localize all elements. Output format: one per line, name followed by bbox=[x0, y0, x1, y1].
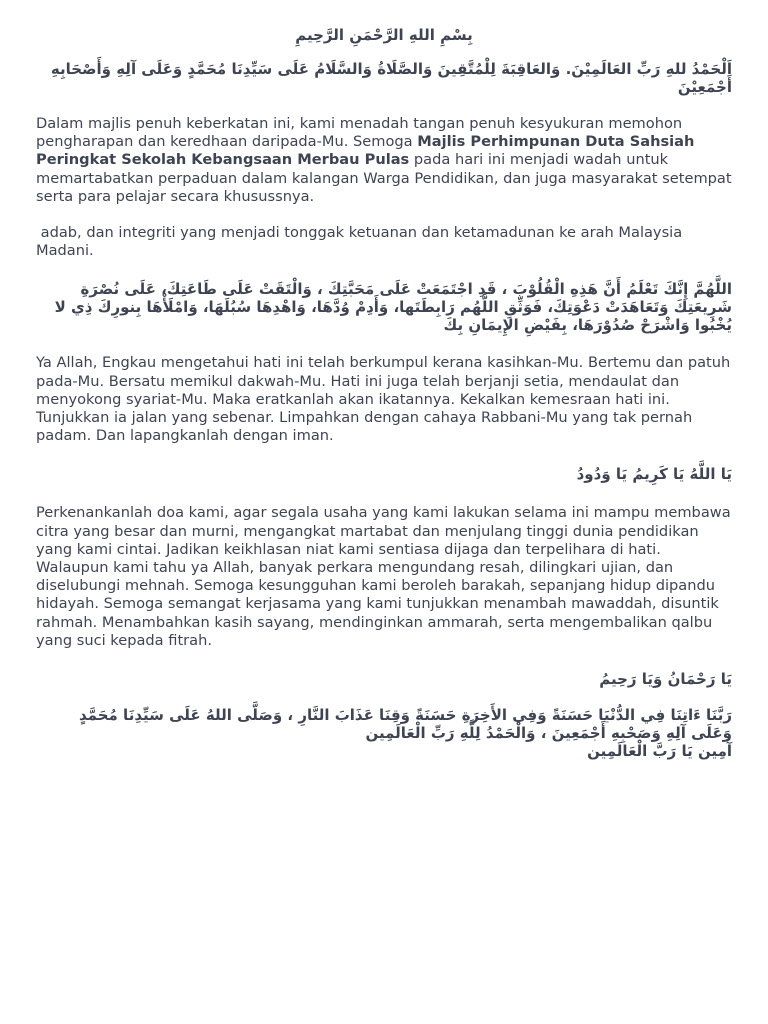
closing-amin-arabic: آمِين يَا رَبَّ الْعَالَمِين bbox=[587, 742, 732, 761]
closing-doa-arabic: رَبَّنَا ءَاتِنَا فِي الدُّنْيَا حَسَنَةً وَفِي الأَخِرَةِ حَسَنَةً وَقِنَا عَذَابَ النَّارِ ، وَصَلَّى اللهُ عَلَى سَيِّدِنَا مُحَمَّدٍ وَعَلَى آلِهِ وَصَحْبِهِ أَجْمَعِينَ ، وَالْحَمْدُ لِلَّهِ رَبِّ الْعَالَمِين bbox=[79, 706, 732, 743]
document-body bbox=[36, 26, 732, 760]
opening-praise-arabic: اَلْحَمْدُ للهِ رَبِّ العَالَمِيْنَ. وَالعَاقِبَةَ لِلْمُتَّقِينَ وَالصَّلَاةُ وَالسَّلَامُ عَلَى سَيِّدِنَا مُحَمَّدٍ وَعَلَى آلِهِ وَأَصْحَابِهِ أَجْمَعِيْنَ bbox=[50, 60, 732, 96]
call-karim-arabic: يَا اللَّهُ يَا كَرِيمُ يَا وَدُودُ bbox=[576, 465, 732, 484]
intro-paragraph bbox=[36, 115, 732, 206]
doa-unity-arabic: اللَّهُمَّ إِنَّكَ تَعْلَمُ أَنَّ هَذِهِ الْقُلُوْبَ ، قَدِ اجْتَمَعَتْ عَلَى مَحَبَّتِكَ ، وَالْتَقَتْ عَلَى طَاعَتِكَ، عَلَى نُصْرَةِ شَرِيعَتِكَ وَتَعَاهَدَتْ دَعْوَتِكَ، فَوَثِّقِ اللَّهُم رَابِطَتَها، وَأَدِمْ وُدَّهَا، وَاهْدِهَا سُبُلَهَا، وَامْلَأْهَا بِنورِكَ ذِي لا يُخْبُوا وَاشْرَحْ صُدُوْرَهَا، بِفَيْضِ الإِيمَانِ بِكَ bbox=[54, 280, 732, 335]
event-name-emphasis: Majlis Perhimpunan Duta Sahsiah Peringkat Sekolah Kebangsaan Merbau Pulas bbox=[36, 133, 695, 169]
basmalah-heading: بِسْمِ اللهِ الرَّحْمَنِ الرَّحِيمِ bbox=[295, 26, 473, 44]
translation-paragraph-2: Perkenankanlah doa kami, agar segala usaha yang kami lakukan selama ini mampu membawa citra yang besar dan murni, mengangkat martabat dan menjulang tinggi dunia pendidikan yang kami cintai. Jadikan keikhlasan niat kami sentiasa dijaga dan terpelihara di hati. Walaupun kami tahu ya Allah, banyak perkara mengundang resah, dilingkari ujian, dan diselubungi mehnah. Semoga kesungguhan kami beroleh barakah, sepanjang hidup dipandu hidayah. Semoga semangat kerjasama yang kami tunjukkan menambah mawaddah, disuntik rahmah. Menambahkan kasih sayang, mendinginkan ammarah, serta mengembalikan qalbu yang suci kepada fitrah. bbox=[36, 504, 731, 649]
call-rahman-arabic: يَا رَحْمَانُ وَيَا رَحِيمُ bbox=[599, 670, 732, 689]
intro-text-before: Dalam majlis penuh keberkatan ini, kami menadah tangan penuh kesyukuran memohon pengharapan dan keredhaan daripada-Mu. Semoga bbox=[36, 115, 683, 151]
values-paragraph: adab, dan integriti yang menjadi tonggak ketuanan dan ketamadunan ke arah Malaysia Madani. bbox=[36, 224, 687, 260]
translation-paragraph-1: Ya Allah, Engkau mengetahui hati ini telah berkumpul kerana kasihkan-Mu. Bertemu dan patuh pada-Mu. Bersatu memikul dakwah-Mu. Hati ini juga telah berjanji setia, mendaulat dan menyokong syariat-Mu. Maka eratkanlah akan ikatannya. Kekalkan kemesraan hati ini. Tunjukkan ia jalan yang sebenar. Limpahkan dengan cahaya Rabbani-Mu yang tak pernah padam. Dan lapangkanlah dengan iman. bbox=[36, 354, 731, 445]
intro-text-after: pada hari ini menjadi wadah untuk memartabatkan perpaduan dalam kalangan Warga Pendidikan, dan juga masyarakat setempat serta para pelajar secara khusussnya. bbox=[36, 151, 732, 205]
